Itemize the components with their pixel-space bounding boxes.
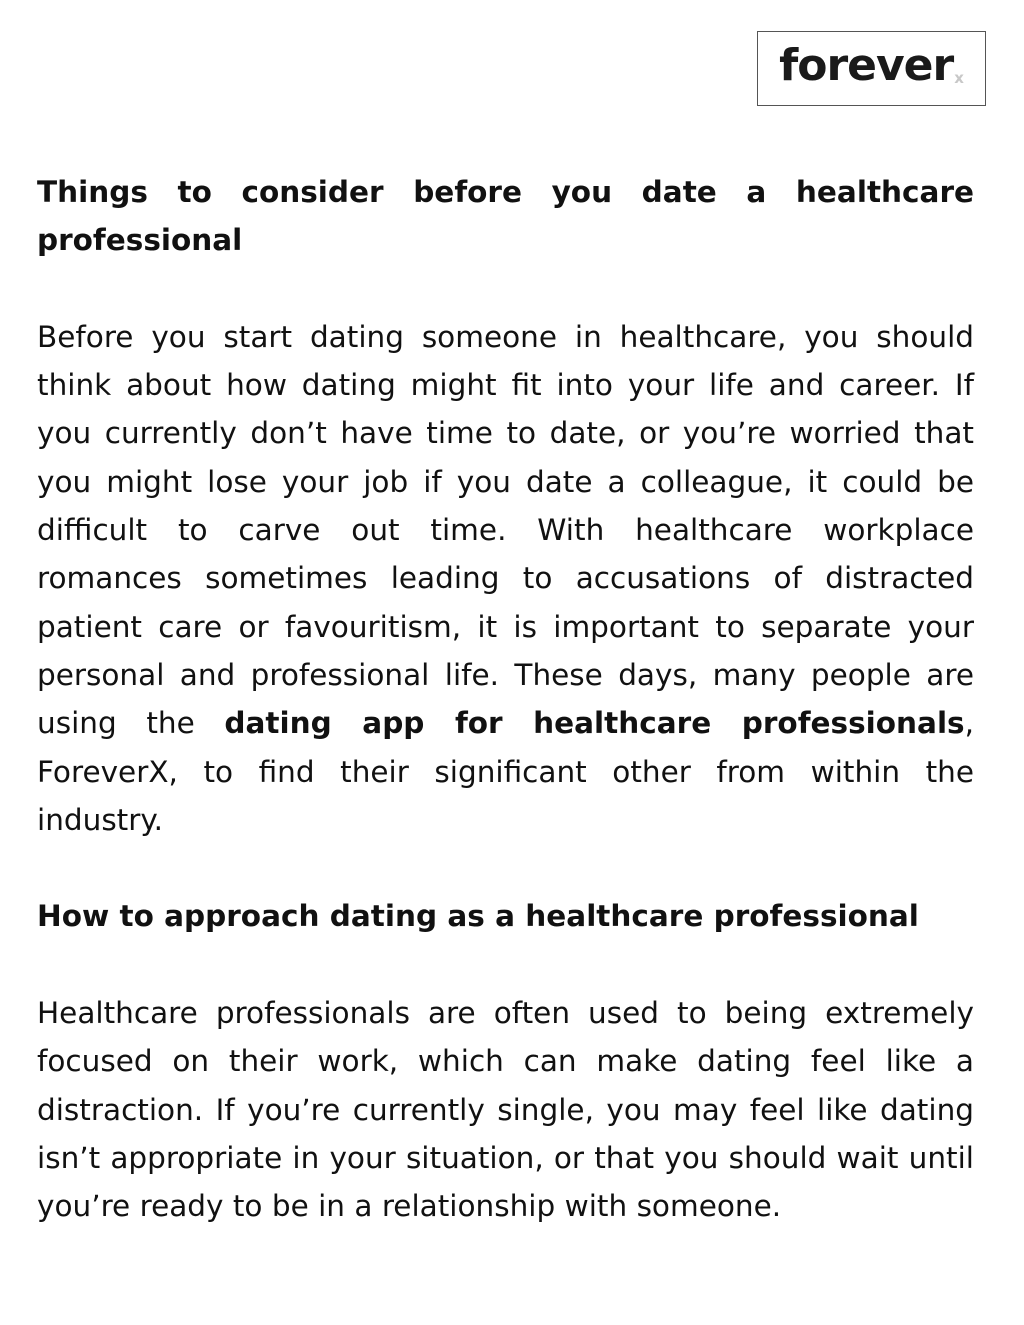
dating-app-link[interactable]: dating app for healthcare professionals (224, 706, 965, 741)
paragraph-gap (37, 941, 974, 989)
paragraph-approach: Healthcare professionals are often used to being extremely focused on their work, which can make dating feel like a distraction. If you’re currently single, you may feel like dating isn’t appropriate in your situation, or that you should wait until you’re ready to be in a relationship with someone. (37, 996, 974, 1224)
paragraph-gap (37, 844, 974, 892)
forever-logo (757, 31, 986, 106)
paragraph-text-after-link: , ForeverX, to find their significant other from within the industry. (37, 706, 974, 837)
section-heading-considerations: Things to consider before you date a healthcare professional (37, 175, 974, 258)
paragraph-gap (37, 265, 974, 313)
logo-suffix: x (954, 69, 964, 87)
logo-word: forever (779, 39, 954, 91)
paragraph-text-before-link: Before you start dating someone in healthcare, you should think about how dating might fit into your life and career. If you currently don’t have time to date, or you’re worried that you might lose your job if you date a colleague, it could be difficult to carve out time. With healthcare workplace romances sometimes leading to accusations of distracted patient care or favouritism, it is important to separate your personal and professional life. These days, many people are using the (37, 319, 974, 741)
paragraph-considerations (37, 313, 974, 844)
article-body (37, 168, 974, 1231)
section-heading-approach: How to approach dating as a healthcare professional (37, 899, 919, 934)
